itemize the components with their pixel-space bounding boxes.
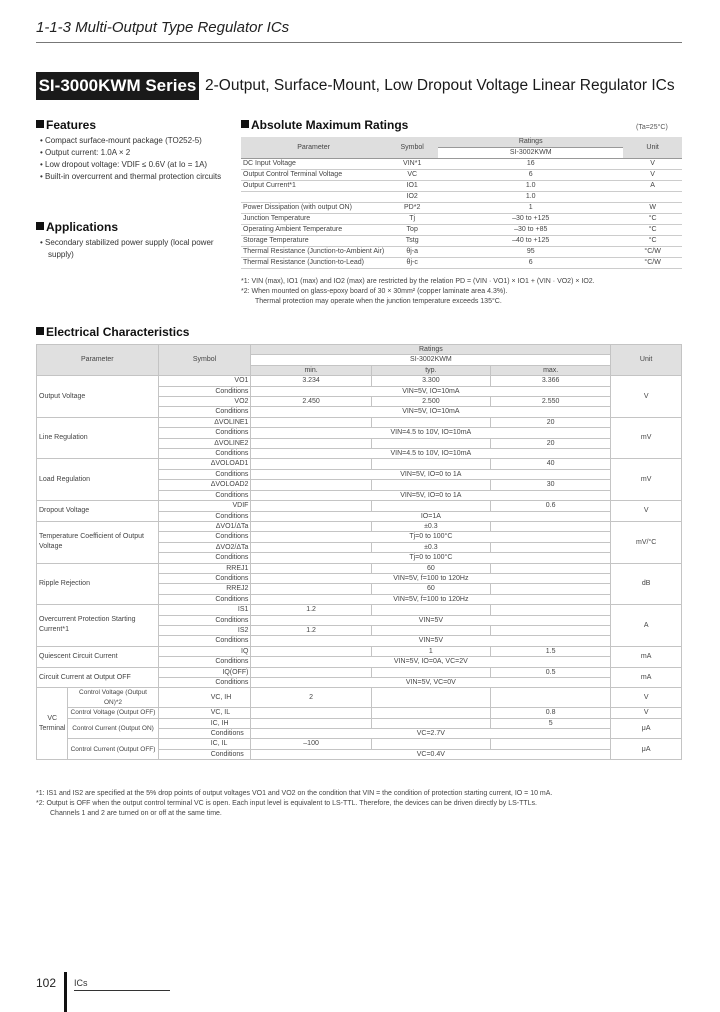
ec-head-unit: Unit (611, 345, 682, 376)
amr-row (241, 159, 682, 170)
amr-symbol: Tj (386, 214, 438, 225)
ec-head-device: SI-3002KWM (251, 355, 611, 365)
ec-row (37, 563, 682, 573)
ec-typ: 60 (371, 563, 490, 573)
ec-row (37, 459, 682, 469)
ec-max (491, 563, 611, 573)
amr-note: Thermal protection may operate when the junction temperature exceeds 135°C. (255, 298, 502, 305)
ec-row (37, 667, 682, 677)
ec-symbol-spacer (158, 490, 209, 500)
footer-label: ICs (74, 978, 88, 988)
ec-unit: V (611, 708, 682, 718)
ec-vc-row (37, 688, 682, 708)
amr-value: –30 to +125 (438, 214, 623, 225)
application-item: • Secondary stabilized power supply (local power supply) (40, 237, 220, 261)
ec-notes (36, 789, 682, 819)
ec-min: 2 (251, 688, 371, 708)
ec-symbol-spacer (158, 584, 209, 594)
amr-ta: (Ta=25°C) (636, 124, 668, 131)
amr-value: 1.0 (438, 192, 623, 203)
ec-parameter: Circuit Current at Output OFF (37, 667, 159, 688)
ec-conditions: Tj=0 to 100°C (251, 532, 611, 542)
ec-typ (371, 708, 490, 718)
ec-vc-subparameter: Control Voltage (Output OFF) (68, 708, 158, 718)
ec-symbol: Conditions (209, 511, 251, 521)
ec-symbol: VO1 (209, 376, 251, 386)
ec-min: –100 (251, 739, 371, 749)
ec-max: 3.366 (491, 376, 611, 386)
ec-vc-subparameter: Control Current (Output ON) (68, 718, 158, 739)
page-number: 102 (36, 976, 57, 990)
amr-unit (623, 192, 682, 203)
ec-symbol-spacer (158, 615, 209, 625)
amr-row (241, 214, 682, 225)
ec-symbol: ΔVO1/ΔTa (209, 521, 251, 531)
ec-parameter: Line Regulation (37, 417, 159, 459)
amr-row (241, 203, 682, 214)
ec-symbol-spacer (158, 511, 209, 521)
ec-symbol-spacer (158, 480, 209, 490)
ec-min (251, 584, 371, 594)
ec-note: Channels 1 and 2 are turned on or off at the same time. (50, 810, 222, 817)
ec-min (251, 501, 371, 511)
amr-head-symbol: Symbol (386, 137, 438, 159)
ec-vc-label-terminal: Terminal (39, 724, 66, 732)
amr-symbol: Tstg (386, 236, 438, 247)
feature-item: • Low dropout voltage: VDIF ≤ 0.6V (at Io = 1A) (40, 159, 230, 171)
ec-symbol-spacer (158, 739, 209, 749)
amr-symbol: VIN*1 (386, 159, 438, 170)
ec-max: 0.8 (491, 708, 611, 718)
ec-symbol: Conditions (209, 729, 251, 739)
amr-row (241, 247, 682, 258)
ec-vc-row (37, 708, 682, 718)
feature-item: • Output current: 1.0A × 2 (40, 147, 230, 159)
amr-value: 1 (438, 203, 623, 214)
ec-max: 0.5 (491, 667, 611, 677)
ec-min (251, 438, 371, 448)
ec-unit: mV (611, 417, 682, 459)
amr-parameter: Power Dissipation (with output ON) (241, 203, 386, 214)
ec-conditions: VIN=4.5 to 10V, IO=10mA (251, 428, 611, 438)
ec-max (491, 542, 611, 552)
ec-typ (371, 605, 490, 615)
ec-symbol: Conditions (209, 428, 251, 438)
ec-max (491, 584, 611, 594)
amr-head-device: SI-3002KWM (438, 148, 623, 159)
ec-typ: ±0.3 (371, 521, 490, 531)
ec-symbol-spacer (158, 449, 209, 459)
ec-symbol-spacer (158, 553, 209, 563)
ec-heading (36, 325, 189, 339)
ec-max: 1.5 (491, 646, 611, 656)
ec-row (37, 605, 682, 615)
ec-max: 5 (491, 718, 611, 728)
ec-symbol-spacer (158, 636, 209, 646)
ec-typ: ±0.3 (371, 542, 490, 552)
series-title: 2-Output, Surface-Mount, Low Dropout Voltage Linear Regulator ICs (205, 77, 675, 94)
ec-symbol: RREJ1 (209, 563, 251, 573)
amr-row (241, 225, 682, 236)
ec-symbol-spacer (158, 718, 209, 728)
ec-vc-terminal-label (37, 688, 68, 760)
ec-symbol-spacer (158, 532, 209, 542)
ec-max: 40 (491, 459, 611, 469)
ec-symbol: IS1 (209, 605, 251, 615)
ec-min (251, 417, 371, 427)
ec-typ (371, 688, 490, 708)
ec-symbol-spacer (158, 501, 209, 511)
features-heading (36, 118, 96, 132)
ec-unit: dB (611, 563, 682, 605)
ec-symbol: Conditions (209, 657, 251, 667)
footer-rule (74, 990, 170, 991)
ec-symbol: Conditions (209, 407, 251, 417)
amr-value: –30 to +85 (438, 225, 623, 236)
ec-typ (371, 417, 490, 427)
amr-unit: W (623, 203, 682, 214)
ec-title: Electrical Characteristics (46, 325, 190, 339)
ec-symbol-spacer (158, 542, 209, 552)
amr-unit: V (623, 170, 682, 181)
ec-symbol: VC, IL (209, 708, 251, 718)
ec-header-row (37, 345, 682, 355)
applications-title: Applications (46, 220, 119, 234)
ec-parameter: Quiescent Circuit Current (37, 646, 159, 667)
square-bullet-icon (36, 327, 44, 335)
ec-symbol-spacer (158, 397, 209, 407)
ec-head-ratings: Ratings (251, 345, 611, 355)
amr-symbol: θj-a (386, 247, 438, 258)
ec-unit: μA (611, 718, 682, 739)
ec-symbol: ΔVOLINE2 (209, 438, 251, 448)
ec-symbol: Conditions (209, 749, 251, 759)
ec-parameter: Overcurrent Protection Starting Current*1 (37, 605, 159, 647)
amr-parameter: DC Input Voltage (241, 159, 386, 170)
amr-head-ratings: Ratings (438, 137, 623, 148)
ec-min (251, 646, 371, 656)
ec-vc-subparameter: Control Current (Output OFF) (68, 739, 158, 760)
ec-symbol-spacer (158, 749, 209, 759)
ec-row (37, 417, 682, 427)
ec-typ (371, 438, 490, 448)
ec-unit: mA (611, 646, 682, 667)
ec-note: *1: IS1 and IS2 are specified at the 5% drop points of output voltages VO1 and VO2 on the condition that VIN = the condition of protection starting current, IO = 10 mA. (36, 790, 553, 797)
ec-symbol-spacer (158, 594, 209, 604)
ec-min (251, 542, 371, 552)
ec-conditions: VIN=5V, IO=0 to 1A (251, 490, 611, 500)
ec-max (491, 739, 611, 749)
ec-head-min: min. (251, 365, 371, 375)
ec-conditions: VIN=5V, IO=10mA (251, 407, 611, 417)
ec-note: *2: Output is OFF when the output control terminal VC is open. Each input level is equivalent to LS-TTL. Therefore, the devices can be driven directly by LS-TTLs. (36, 800, 538, 807)
ec-row (37, 501, 682, 511)
feature-item: • Compact surface-mount package (TO252-5) (40, 135, 230, 147)
ec-symbol-spacer (158, 521, 209, 531)
ec-symbol: ΔVOLOAD1 (209, 459, 251, 469)
ec-symbol: Conditions (209, 386, 251, 396)
ec-min (251, 563, 371, 573)
amr-unit: °C/W (623, 258, 682, 269)
ec-symbol-spacer (158, 729, 209, 739)
ec-typ: 3.300 (371, 376, 490, 386)
ec-typ (371, 718, 490, 728)
ec-unit: mA (611, 667, 682, 688)
amr-value: 1.0 (438, 181, 623, 192)
ec-unit: μA (611, 739, 682, 760)
ec-conditions: VIN=5V, IO=10mA (251, 386, 611, 396)
ec-max: 2.550 (491, 397, 611, 407)
section-header: 1-1-3 Multi-Output Type Regulator ICs (36, 19, 290, 36)
amr-unit: A (623, 181, 682, 192)
ec-min: 1.2 (251, 605, 371, 615)
ec-symbol-spacer (158, 667, 209, 677)
amr-row (241, 170, 682, 181)
ec-symbol: IS2 (209, 625, 251, 635)
ec-symbol-spacer (158, 678, 209, 688)
ec-symbol-spacer (158, 605, 209, 615)
ec-row (37, 376, 682, 386)
ec-symbol-spacer (158, 407, 209, 417)
ec-conditions: VIN=5V, IO=0A, VC=2V (251, 657, 611, 667)
ec-symbol-spacer (158, 625, 209, 635)
amr-parameter (241, 192, 386, 203)
ec-symbol: Conditions (209, 553, 251, 563)
amr-head-unit: Unit (623, 137, 682, 159)
amr-unit: °C (623, 214, 682, 225)
amr-symbol: IO1 (386, 181, 438, 192)
ec-symbol: Conditions (209, 532, 251, 542)
ec-conditions: VIN=5V, IO=0 to 1A (251, 469, 611, 479)
amr-note: *2: When mounted on glass-epoxy board of 30 × 30mm² (copper laminate area 4.3%). (241, 288, 508, 295)
ec-max (491, 605, 611, 615)
ec-unit: mV/°C (611, 521, 682, 563)
amr-title: Absolute Maximum Ratings (251, 118, 409, 132)
square-bullet-icon (36, 120, 44, 128)
footer-bar (64, 972, 67, 1012)
amr-unit: V (623, 159, 682, 170)
ec-symbol: VO2 (209, 397, 251, 407)
ec-symbol: Conditions (209, 469, 251, 479)
amr-head-parameter: Parameter (241, 137, 386, 159)
ec-symbol: Conditions (209, 636, 251, 646)
amr-row (241, 181, 682, 192)
ec-symbol-spacer (158, 386, 209, 396)
amr-value: 6 (438, 170, 623, 181)
amr-value: 6 (438, 258, 623, 269)
amr-table (241, 137, 682, 269)
ec-vc-subparameter: Control Voltage (Output ON)*2 (68, 688, 158, 708)
ec-max (491, 688, 611, 708)
amr-value: 95 (438, 247, 623, 258)
ec-conditions: VIN=5V (251, 636, 611, 646)
ec-symbol: IQ (209, 646, 251, 656)
ec-row (37, 646, 682, 656)
ec-typ (371, 501, 490, 511)
ec-min (251, 718, 371, 728)
ec-symbol-spacer (158, 428, 209, 438)
ec-symbol: IC, IL (209, 739, 251, 749)
amr-symbol: VC (386, 170, 438, 181)
ec-unit: V (611, 376, 682, 418)
ec-unit: V (611, 501, 682, 522)
ec-symbol: Conditions (209, 615, 251, 625)
ec-unit: mV (611, 459, 682, 501)
ec-symbol: IC, IH (209, 718, 251, 728)
amr-parameter: Output Current*1 (241, 181, 386, 192)
amr-value: –40 to +125 (438, 236, 623, 247)
amr-parameter: Junction Temperature (241, 214, 386, 225)
amr-parameter: Operating Ambient Temperature (241, 225, 386, 236)
ec-symbol: ΔVOLOAD2 (209, 480, 251, 490)
ec-conditions: VC=0.4V (251, 749, 611, 759)
ec-min: 2.450 (251, 397, 371, 407)
feature-item: • Built-in overcurrent and thermal protection circuits (40, 171, 230, 183)
ec-unit: V (611, 688, 682, 708)
ec-typ: 60 (371, 584, 490, 594)
ec-conditions: VC=2.7V (251, 729, 611, 739)
amr-notes (241, 277, 682, 307)
ec-symbol: Conditions (209, 594, 251, 604)
ec-symbol-spacer (158, 469, 209, 479)
ec-typ (371, 625, 490, 635)
ec-parameter: Dropout Voltage (37, 501, 159, 522)
ec-min: 1.2 (251, 625, 371, 635)
ec-symbol-spacer (158, 657, 209, 667)
applications-list (40, 237, 220, 261)
ec-conditions: VIN=5V (251, 615, 611, 625)
ec-min (251, 480, 371, 490)
ec-vc-row (37, 718, 682, 728)
amr-symbol: θj-c (386, 258, 438, 269)
ec-symbol: Conditions (209, 449, 251, 459)
amr-row (241, 192, 682, 203)
amr-header-row (241, 137, 682, 148)
ec-symbol: Conditions (209, 678, 251, 688)
ec-symbol-spacer (158, 688, 209, 708)
ec-conditions: VIN=5V, VC=0V (251, 678, 611, 688)
ec-conditions: VIN=5V, f=100 to 120Hz (251, 594, 611, 604)
ec-symbol-spacer (158, 646, 209, 656)
amr-note: *1: VIN (max), IO1 (max) and IO2 (max) are restricted by the relation PD = (VIN · VO1) × IO1 + (VIN · VO2) × IO2. (241, 278, 595, 285)
amr-unit: °C/W (623, 247, 682, 258)
ec-symbol-spacer (158, 573, 209, 583)
ec-symbol-spacer (158, 708, 209, 718)
applications-heading (36, 220, 118, 234)
ec-symbol: ΔVO2/ΔTa (209, 542, 251, 552)
ec-symbol-spacer (158, 563, 209, 573)
amr-symbol: IO2 (386, 192, 438, 203)
ec-typ (371, 739, 490, 749)
ec-symbol: Conditions (209, 490, 251, 500)
ec-vc-label: VC (47, 714, 58, 722)
ec-parameter: Load Regulation (37, 459, 159, 501)
ec-symbol-spacer (158, 459, 209, 469)
ec-symbol: RREJ2 (209, 584, 251, 594)
ec-vc-row (37, 739, 682, 749)
amr-symbol: Top (386, 225, 438, 236)
ec-min (251, 708, 371, 718)
ec-max: 20 (491, 438, 611, 448)
ec-head-symbol: Symbol (158, 345, 251, 376)
header-rule (36, 42, 682, 43)
ec-typ (371, 667, 490, 677)
ec-conditions: VIN=4.5 to 10V, IO=10mA (251, 449, 611, 459)
ec-table (36, 344, 682, 760)
ec-unit: A (611, 605, 682, 647)
ec-conditions: VIN=5V, f=100 to 120Hz (251, 573, 611, 583)
amr-unit: °C (623, 225, 682, 236)
amr-unit: °C (623, 236, 682, 247)
amr-value: 16 (438, 159, 623, 170)
amr-row (241, 236, 682, 247)
ec-parameter: Temperature Coefficient of Output Voltage (37, 521, 159, 563)
amr-heading (241, 118, 408, 132)
ec-symbol-spacer (158, 417, 209, 427)
ec-symbol: ΔVOLINE1 (209, 417, 251, 427)
square-bullet-icon (36, 222, 44, 230)
ec-max (491, 625, 611, 635)
ec-symbol: IQ(OFF) (209, 667, 251, 677)
ec-typ: 1 (371, 646, 490, 656)
ec-symbol: VDIF (209, 501, 251, 511)
ec-symbol: VC, IH (209, 688, 251, 708)
ec-max (491, 521, 611, 531)
square-bullet-icon (241, 120, 249, 128)
ec-min (251, 459, 371, 469)
ec-typ (371, 459, 490, 469)
ec-parameter: Ripple Rejection (37, 563, 159, 605)
ec-row (37, 521, 682, 531)
series-name: SI-3000KWM Series (36, 72, 199, 100)
amr-symbol: PD*2 (386, 203, 438, 214)
ec-head-typ: typ. (371, 365, 490, 375)
ec-min (251, 521, 371, 531)
amr-parameter: Thermal Resistance (Junction-to-Ambient Air) (241, 247, 386, 258)
ec-head-parameter: Parameter (37, 345, 159, 376)
ec-parameter: Output Voltage (37, 376, 159, 418)
ec-conditions: Tj=0 to 100°C (251, 553, 611, 563)
features-title: Features (46, 118, 97, 132)
ec-max: 0.6 (491, 501, 611, 511)
features-list (40, 135, 230, 183)
ec-max: 30 (491, 480, 611, 490)
ec-typ: 2.500 (371, 397, 490, 407)
ec-max: 20 (491, 417, 611, 427)
amr-parameter: Thermal Resistance (Junction-to-Lead) (241, 258, 386, 269)
ec-head-max: max. (491, 365, 611, 375)
amr-row (241, 258, 682, 269)
ec-conditions: IO=1A (251, 511, 611, 521)
ec-symbol-spacer (158, 438, 209, 448)
ec-symbol-spacer (158, 376, 209, 386)
ec-min: 3.234 (251, 376, 371, 386)
amr-parameter: Output Control Terminal Voltage (241, 170, 386, 181)
ec-symbol: Conditions (209, 573, 251, 583)
ec-min (251, 667, 371, 677)
amr-parameter: Storage Temperature (241, 236, 386, 247)
ec-typ (371, 480, 490, 490)
